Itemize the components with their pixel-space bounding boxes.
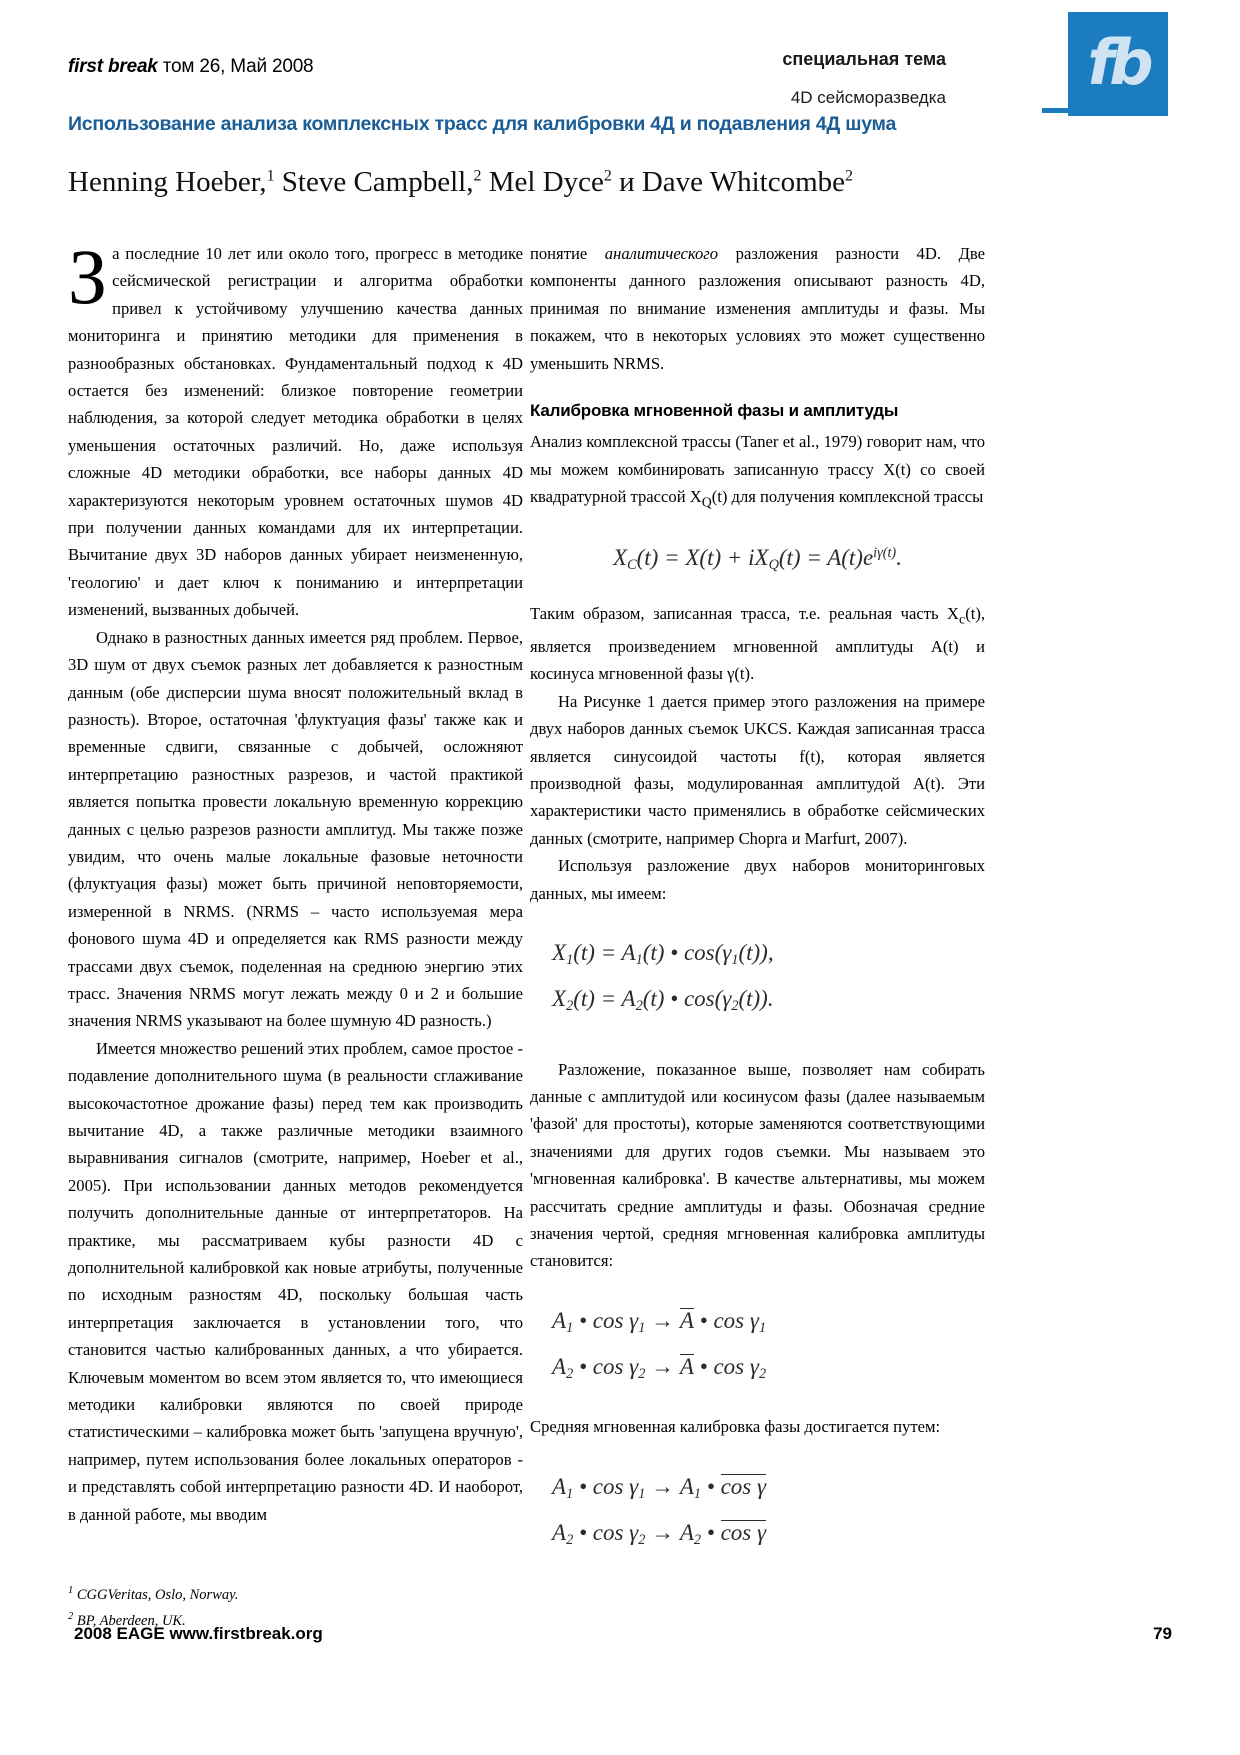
- first-break-logo: [1068, 12, 1168, 116]
- drop-cap: З: [68, 233, 108, 320]
- equation-mean-phase-2: $A_2$ • $\cos \gamma_2 \to A_2$ • cos γ: [552, 1519, 767, 1548]
- right-paragraph-1-post: разложения разности 4D. Две компоненты данного разложения описывают разность 4D, принимая по внимание изменения амплитуды и фазы. Мы покажем, что в некоторых условиях это может существенно уменьшить NRMS.: [530, 244, 985, 373]
- emphasis-analytical: аналитического: [604, 244, 719, 263]
- footer-copyright: 2008 EAGE www.firstbreak.org: [74, 1624, 323, 1643]
- page-number: 79: [1153, 1624, 1172, 1643]
- special-topic-label: специальная тема: [782, 49, 946, 69]
- equation-block-mean-phase: [530, 1467, 985, 1554]
- equation-complex-trace: $X_C(t) = X(t) + iX_Q(t) = A(t)e^{i\gamma(t)}$.: [613, 544, 902, 573]
- right-paragraph-1: [530, 240, 985, 377]
- right-paragraph-1-pre: понятие: [530, 244, 605, 263]
- right-text-column: [530, 240, 985, 1579]
- article-title: Использование анализа комплексных трасс для калибровки 4Д и подавления 4Д шума: [68, 113, 897, 135]
- equation-block-mean-amplitude: [530, 1301, 985, 1388]
- lead-paragraph-text: а последние 10 лет или около того, прогресс в методике сейсмической регистрации и алгоритма обработки привел к устойчивому улучшению качества данных мониторинга и принятию методики для применения в разнообразных обстановках. Фундаментальный подход к 4D остается без изменений: близкое повторение геометрии наблюдения, за которой следует методика обработки в целях уменьшения остаточных различий. Но, даже используя сложные 4D методики обработки, все наборы данных 4D характеризуются некоторым уровнем остаточных шумов 4D при получении данных командами для их интерпретации. Вычитание двух 3D наборов данных убирает неизмененную, 'геологию' и дает ключ к пониманию и интерпретации изменений, вызванных добычей.: [68, 244, 523, 620]
- article-authors: Henning Hoeber,$^1$ Steve Campbell,$^2$ Mel Dyce$^2$ и Dave Whitcombe$^2$: [68, 166, 853, 198]
- journal-issue: том 26, Май 2008: [157, 56, 314, 77]
- right-paragraph-2: Анализ комплексной трассы (Taner et al., 1979) говорит нам, что мы можем комбинировать записанную трассу X(t) со своей квадратурной трассой $X_Q(t)$ для получения комплексной трассы: [530, 432, 985, 510]
- journal-issue-line: [68, 56, 313, 78]
- equation-spacer: [530, 1046, 985, 1056]
- journal-name: first break: [68, 56, 158, 77]
- equation-survey-1: $X_1(t) = A_1(t)$ • $\cos(\gamma_1(t))$,: [552, 940, 774, 968]
- logo-glyph: fb: [1087, 25, 1149, 99]
- equation-block-two-surveys: [530, 933, 985, 1020]
- left-text-column: [68, 233, 523, 1528]
- right-paragraph-4: На Рисунке 1 дается пример этого разложения на примере двух наборов данных съемок UKCS. Каждая записанная трасса является синусоидой частоты f(t), которая является производной фазы, модулированная амплитудой A(t). Эти характеристики часто применялись в обработке сейсмических данных (смотрите, например Chopra и Marfurt, 2007).: [530, 691, 985, 848]
- footnote-1: $^1$ CGGVeritas, Oslo, Norway.: [68, 1585, 239, 1603]
- right-paragraph-5: Используя разложение двух наборов мониторинговых данных, мы имеем:: [530, 856, 985, 903]
- right-paragraph-6: Разложение, показанное выше, позволяет нам собирать данные с амплитудой или косинусом фазы (далее называемым 'фазой' для простоты), которые заменяются соответствующими значениями для других годов съемки. Мы называем это 'мгновенная калибровка'. В качестве альтернативы, мы можем рассчитать средние амплитуды и фазы. Обозначая средние значения чертой, средняя мгновенная калибровка амплитуды становится:: [530, 1059, 985, 1271]
- section-heading-calibration: Калибровка мгновенной фазы и амплитуды: [530, 401, 899, 421]
- page-masthead: [68, 25, 1168, 116]
- equation-survey-2: $X_2(t) = A_2(t)$ • $\cos(\gamma_2(t))$.: [552, 986, 774, 1015]
- equation-mean-amplitude-1: $A_1$ • $\cos \gamma_1 \to A$ • $\cos \gamma_1$: [552, 1307, 767, 1336]
- equation-mean-amplitude-2: $A_2$ • $\cos \gamma_2 \to A$ • $\cos \gamma_2$: [552, 1354, 767, 1382]
- lead-paragraph: [68, 233, 523, 624]
- right-paragraph-3: Таким образом, записанная трасса, т.е. реальная часть $X_c(t)$, является произведением мгновенной амплитуды A(t) и косинуса мгновенной фазы γ(t).: [530, 604, 985, 684]
- body-paragraph-2: Однако в разностных данных имеется ряд проблем. Первое, 3D шум от двух съемок разных лет добавляется к разностным данным (обе дисперсии шума вносят положительный вклад в разность). Второе, остаточная 'флуктуация фазы' также как и временные сдвиги, связанные с добычей, осложняют интерпретацию разностных разрезов, и частой практикой является попытка провести локальную временную коррекцию данных с целью разрезов разности амплитуд. Мы также позже увидим, что очень малые локальные фазовые неточности (флуктуация фазы) может быть причиной неповторяемости, измеренной в NRMS. (NRMS – часто используемая мера фонового шума 4D и определяется как RMS разности между трассами двух съемок, поделенная на среднюю энергию этих трасс. Значения NRMS могут лежать между 0 и 2 и большие значения NRMS указывают на более шумную 4D разность.): [68, 627, 523, 1031]
- right-paragraph-7: Средняя мгновенная калибровка фазы достигается путем:: [530, 1417, 941, 1437]
- footnote-2: $^2$ BP, Aberdeen, UK.: [68, 1610, 186, 1629]
- special-topic-subject: 4D сейсморазведка: [790, 88, 946, 107]
- body-paragraph-3: Имеется множество решений этих проблем, самое простое - подавление дополнительного шума (в реальности сглаживание высокочастотное дрожание фазы) перед тем как производить вычитание 4D, а также различные методики взаимного выравнивания сигналов (смотрите, например, Hoeber et al., 2005). При использовании данных методов рекомендуется получить дополнительные данные от интерпретаторов. На практике, мы рассматриваем кубы разности 4D с дополнительной калибровкой как новые атрибуты, полученные по исходным разностям 4D, поскольку большая часть интерпретация заключается в установлении того, что становится частью калиброванных данных, а что убирается. Ключевым моментом во всем этом является то, что имеющиеся методики калибровки являются по своей природе статистическими – калибровка может быть 'запущена вручную', например, путем использования более локальных операторов - и представлять собой интерпретацию разности 4D. И наоборот, в данной работе, мы вводим: [68, 1038, 523, 1524]
- equation-mean-phase-1: $A_1$ • $\cos \gamma_1 \to A_1$ • cos γ: [552, 1473, 767, 1502]
